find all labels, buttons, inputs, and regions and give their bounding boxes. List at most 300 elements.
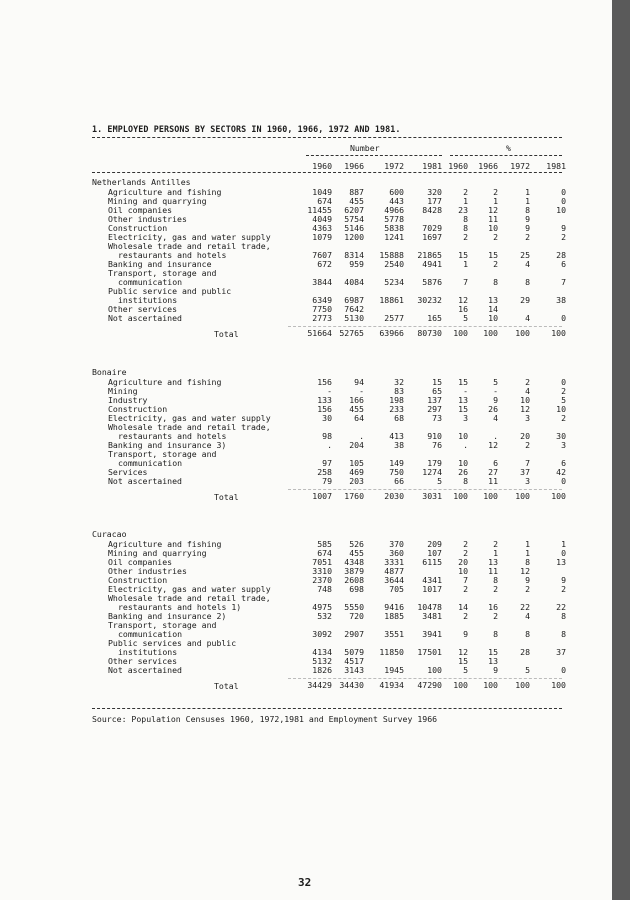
number-cell: 4348 [344,557,364,567]
percent-cell: 11 [488,476,498,486]
row-label: institutions [118,647,178,657]
percent-cell: 13 [488,656,498,666]
number-cell: 97 [322,458,332,468]
number-cell: 5234 [384,277,404,287]
year-header: 1972 [384,161,404,171]
number-cell: 297 [427,404,442,414]
row-label: Construction [108,404,168,414]
number-cell: 2608 [344,575,364,585]
row-label: Wholesale trade and retail trade, [108,593,271,603]
number-cell: 94 [354,377,364,387]
row-label: Agriculture and fishing [108,539,222,549]
row-label: Transport, storage and [108,268,217,278]
percent-cell: 4 [493,413,498,423]
number-cell: 3644 [384,575,404,585]
row-label: Not ascertained [108,665,182,675]
total-number-cell: 52765 [339,328,364,338]
number-cell: 73 [432,413,442,423]
number-cell: 1885 [384,611,404,621]
percent-cell: 1 [525,539,530,549]
percent-cell: 12 [488,440,498,450]
number-cell: 672 [317,259,332,269]
percent-cell: 2 [525,584,530,594]
percent-cell: 15 [458,404,468,414]
percent-cell: 9 [525,214,530,224]
row-label: Agriculture and fishing [108,377,222,387]
percent-cell: 2 [493,584,498,594]
number-cell: 1079 [312,232,332,242]
header-percent: % [506,143,511,153]
number-cell: 6207 [344,205,364,215]
number-cell: 11455 [307,205,332,215]
percent-cell: 0 [561,548,566,558]
row-label: Services [108,467,148,477]
number-cell: 455 [349,404,364,414]
row-label: Other services [108,656,178,666]
percent-cell: 4 [525,313,530,323]
percent-cell: 3 [525,476,530,486]
number-cell: 5778 [384,214,404,224]
number-cell: 959 [349,259,364,269]
percent-cell: 0 [561,476,566,486]
page-number: 32 [298,876,312,889]
row-label: Mining [108,386,138,396]
number-cell: 107 [427,548,442,558]
number-cell: 5754 [344,214,364,224]
row-label: Mining and quarrying [108,196,207,206]
total-number-cell: 34429 [307,680,332,690]
number-cell: 4966 [384,205,404,215]
percent-cell: 11 [488,566,498,576]
row-label: Banking and insurance [108,259,212,269]
row-label: restaurants and hotels [118,250,227,260]
percent-cell: 20 [520,431,530,441]
number-cell: 198 [389,395,404,405]
number-cell: 532 [317,611,332,621]
row-label: Electricity, gas and water supply [108,413,271,423]
row-label: Public services and public [108,638,237,648]
total-number-cell: 51664 [307,328,332,338]
percent-cell: 28 [556,250,566,260]
number-cell: 8314 [344,250,364,260]
percent-cell: 13 [458,395,468,405]
total-number-cell: 1760 [344,491,364,501]
number-cell: 2370 [312,575,332,585]
source-note: Source: Population Censuses 1960, 1972,1981 and Employment Survey 1966 [92,714,438,724]
percent-cell: 8 [463,214,468,224]
percent-cell: 15 [488,647,498,657]
row-label: communication [118,629,183,639]
number-cell: 105 [349,458,364,468]
percent-cell: 2 [463,187,468,197]
percent-cell: 7 [463,277,468,287]
percent-cell: - [463,386,468,396]
percent-cell: 1 [463,196,468,206]
year-header: 1966 [344,161,364,171]
number-cell: 7607 [312,250,332,260]
percent-cell: 2 [525,377,530,387]
percent-cell: 2 [561,584,566,594]
percent-cell: - [493,386,498,396]
total-label: Total [214,329,239,339]
percent-cell: 5 [463,665,468,675]
percent-cell: 10 [488,313,498,323]
percent-cell: 2 [561,232,566,242]
number-cell: 17501 [417,647,442,657]
number-cell: 233 [389,404,404,414]
row-label: Transport, storage and [108,620,217,630]
number-cell: 3879 [344,566,364,576]
number-cell: 600 [389,187,404,197]
total-percent-cell: 100 [453,491,468,501]
number-cell: 6115 [422,557,442,567]
percent-cell: 2 [561,413,566,423]
row-label: Industry [108,395,148,405]
percent-cell: 9 [493,665,498,675]
section-title: Curacao [92,529,127,539]
percent-group-rule [450,155,562,156]
number-cell: 5 [437,476,442,486]
total-rule [288,326,562,327]
percent-cell: 12 [458,295,468,305]
number-cell: 156 [317,404,332,414]
percent-cell: 2 [493,539,498,549]
row-label: institutions [118,295,178,305]
percent-cell: 0 [561,187,566,197]
percent-cell: 5 [493,377,498,387]
percent-cell: 6 [561,259,566,269]
row-label: Banking and insurance 3) [108,440,227,450]
number-cell: 133 [317,395,332,405]
number-cell: 6987 [344,295,364,305]
percent-cell: 4 [525,386,530,396]
percent-cell: 0 [561,313,566,323]
number-cell: 177 [427,196,442,206]
number-cell: 3331 [384,557,404,567]
number-cell: 3310 [312,566,332,576]
number-cell: 15888 [379,250,404,260]
total-percent-cell: 100 [551,680,566,690]
number-cell: 5146 [344,223,364,233]
percent-cell: 7 [525,458,530,468]
number-cell: 5876 [422,277,442,287]
percent-cell: . [463,440,468,450]
percent-cell: 2 [493,232,498,242]
number-cell: 748 [317,584,332,594]
percent-cell: 5 [525,665,530,675]
total-percent-cell: 100 [453,680,468,690]
percent-cell: 8 [493,277,498,287]
number-cell: 100 [427,665,442,675]
total-label: Total [214,492,239,502]
number-cell: 18861 [379,295,404,305]
section-title: Netherlands Antilles [92,177,191,187]
percent-cell: 12 [520,404,530,414]
percent-cell: 11 [488,214,498,224]
percent-cell: 22 [520,602,530,612]
number-cell: 5079 [344,647,364,657]
percent-cell: 6 [493,458,498,468]
row-label: Wholesale trade and retail trade, [108,241,271,251]
percent-cell: 9 [463,629,468,639]
number-cell: 76 [432,440,442,450]
percent-cell: 14 [488,304,498,314]
percent-cell: 10 [458,431,468,441]
number-group-rule [306,155,442,156]
number-cell: 4084 [344,277,364,287]
row-label: communication [118,277,183,287]
percent-cell: 1 [525,196,530,206]
number-cell: 1274 [422,467,442,477]
percent-cell: 2 [525,232,530,242]
number-cell: 4049 [312,214,332,224]
row-label: Construction [108,575,168,585]
number-cell: 413 [389,431,404,441]
number-cell: 64 [354,413,364,423]
total-percent-cell: 100 [483,680,498,690]
percent-cell: 2 [493,259,498,269]
percent-cell: 37 [556,647,566,657]
number-cell: 8428 [422,205,442,215]
year-header: 1981 [546,161,566,171]
percent-cell: 10 [458,458,468,468]
number-cell: 32 [394,377,404,387]
number-cell: 11850 [379,647,404,657]
section-title: Bonaire [92,367,127,377]
percent-cell: 16 [458,304,468,314]
number-cell: 38 [394,440,404,450]
percent-cell: 15 [458,656,468,666]
number-cell: 137 [427,395,442,405]
number-cell: 1200 [344,232,364,242]
total-number-cell: 2030 [384,491,404,501]
percent-cell: 1 [525,187,530,197]
percent-cell: 27 [488,467,498,477]
percent-cell: 12 [458,647,468,657]
row-label: Oil companies [108,557,173,567]
number-cell: 370 [389,539,404,549]
row-label: Other services [108,304,178,314]
header-number: Number [350,143,380,153]
number-cell: 165 [427,313,442,323]
bottom-rule [92,708,562,709]
percent-cell: 7 [463,575,468,585]
percent-cell: 10 [458,566,468,576]
percent-cell: 6 [561,458,566,468]
number-cell: 360 [389,548,404,558]
percent-cell: 15 [488,250,498,260]
percent-cell: 8 [493,629,498,639]
number-cell: 10478 [417,602,442,612]
row-label: Not ascertained [108,476,182,486]
row-label: Other industries [108,214,187,224]
number-cell: 674 [317,196,332,206]
total-label: Total [214,681,239,691]
number-cell: 98 [322,431,332,441]
number-cell: 203 [349,476,364,486]
number-cell: 6349 [312,295,332,305]
number-cell: 526 [349,539,364,549]
number-cell: . [327,440,332,450]
total-number-cell: 1007 [312,491,332,501]
row-label: Wholesale trade and retail trade, [108,422,271,432]
percent-cell: 8 [525,205,530,215]
percent-cell: 1 [463,259,468,269]
percent-cell: 8 [493,575,498,585]
percent-cell: 2 [493,611,498,621]
percent-cell: 1 [493,548,498,558]
percent-cell: 13 [488,295,498,305]
row-label: Other industries [108,566,187,576]
percent-cell: 22 [556,602,566,612]
year-header: 1966 [478,161,498,171]
percent-cell: 16 [488,602,498,612]
percent-cell: 8 [561,629,566,639]
total-percent-cell: 100 [515,328,530,338]
number-cell: 4134 [312,647,332,657]
percent-cell: 10 [488,223,498,233]
percent-cell: 10 [520,395,530,405]
number-cell: 4975 [312,602,332,612]
total-number-cell: 34430 [339,680,364,690]
percent-cell: 15 [458,377,468,387]
number-cell: 15 [432,377,442,387]
number-cell: 2540 [384,259,404,269]
percent-cell: 20 [458,557,468,567]
percent-cell: 2 [463,611,468,621]
number-cell: 1826 [312,665,332,675]
percent-cell: 3 [463,413,468,423]
percent-cell: 3 [561,440,566,450]
number-cell: 5838 [384,223,404,233]
row-label: restaurants and hotels [118,431,227,441]
number-cell: 65 [432,386,442,396]
number-cell: 1241 [384,232,404,242]
percent-cell: 0 [561,377,566,387]
number-cell: 66 [394,476,404,486]
percent-cell: 2 [463,539,468,549]
percent-cell: 5 [561,395,566,405]
total-percent-cell: 100 [483,328,498,338]
number-cell: 7750 [312,304,332,314]
number-cell: 30 [322,413,332,423]
number-cell: 469 [349,467,364,477]
number-cell: 83 [394,386,404,396]
row-label: Banking and insurance 2) [108,611,227,621]
year-header: 1960 [312,161,332,171]
percent-cell: . [493,431,498,441]
number-cell: 320 [427,187,442,197]
percent-cell: 2 [561,386,566,396]
total-number-cell: 41934 [379,680,404,690]
percent-cell: 3 [525,413,530,423]
total-percent-cell: 100 [515,491,530,501]
percent-cell: 8 [525,557,530,567]
total-rule [288,678,562,679]
row-label: Electricity, gas and water supply [108,584,271,594]
row-label: Transport, storage and [108,449,217,459]
number-cell: 887 [349,187,364,197]
number-cell: 443 [389,196,404,206]
percent-cell: 8 [525,629,530,639]
number-cell: 3941 [422,629,442,639]
number-cell: 7642 [344,304,364,314]
row-label: Oil companies [108,205,173,215]
percent-cell: 14 [458,602,468,612]
percent-cell: 12 [520,566,530,576]
total-percent-cell: 100 [483,491,498,501]
total-percent-cell: 100 [551,491,566,501]
number-cell: 179 [427,458,442,468]
percent-cell: 23 [458,205,468,215]
percent-cell: 28 [520,647,530,657]
row-label: Not ascertained [108,313,182,323]
number-cell: 5130 [344,313,364,323]
total-number-cell: 3031 [422,491,442,501]
percent-cell: 2 [463,548,468,558]
row-label: Mining and quarrying [108,548,207,558]
number-cell: 21865 [417,250,442,260]
percent-cell: 13 [488,557,498,567]
number-cell: 30232 [417,295,442,305]
percent-cell: 9 [525,575,530,585]
number-cell: 258 [317,467,332,477]
percent-cell: 30 [556,431,566,441]
number-cell: 1945 [384,665,404,675]
percent-cell: 7 [561,277,566,287]
percent-cell: 38 [556,295,566,305]
row-label: restaurants and hotels 1) [118,602,242,612]
percent-cell: 4 [525,611,530,621]
percent-cell: 4 [525,259,530,269]
number-cell: 698 [349,584,364,594]
total-percent-cell: 100 [551,328,566,338]
percent-cell: 5 [463,313,468,323]
total-number-cell: 47290 [417,680,442,690]
row-label: Electricity, gas and water supply [108,232,271,242]
percent-cell: 8 [525,277,530,287]
percent-cell: 26 [488,404,498,414]
number-cell: 4941 [422,259,442,269]
percent-cell: 15 [458,250,468,260]
number-cell: 7051 [312,557,332,567]
percent-cell: 2 [525,440,530,450]
number-cell: 455 [349,196,364,206]
percent-cell: 2 [463,584,468,594]
number-cell: 4363 [312,223,332,233]
year-header: 1981 [422,161,442,171]
percent-cell: 9 [561,575,566,585]
number-cell: 3551 [384,629,404,639]
total-number-cell: 63966 [379,328,404,338]
percent-cell: 9 [525,223,530,233]
row-label: Construction [108,223,168,233]
number-cell: 1017 [422,584,442,594]
number-cell: 720 [349,611,364,621]
percent-cell: 13 [556,557,566,567]
number-cell: 705 [389,584,404,594]
percent-cell: 9 [561,223,566,233]
row-label: Agriculture and fishing [108,187,222,197]
header-rule [92,172,562,173]
number-cell: 2907 [344,629,364,639]
number-cell: 5550 [344,602,364,612]
number-cell: 9416 [384,602,404,612]
number-cell: - [327,386,332,396]
percent-cell: 42 [556,467,566,477]
number-cell: 2577 [384,313,404,323]
number-cell: - [359,386,364,396]
